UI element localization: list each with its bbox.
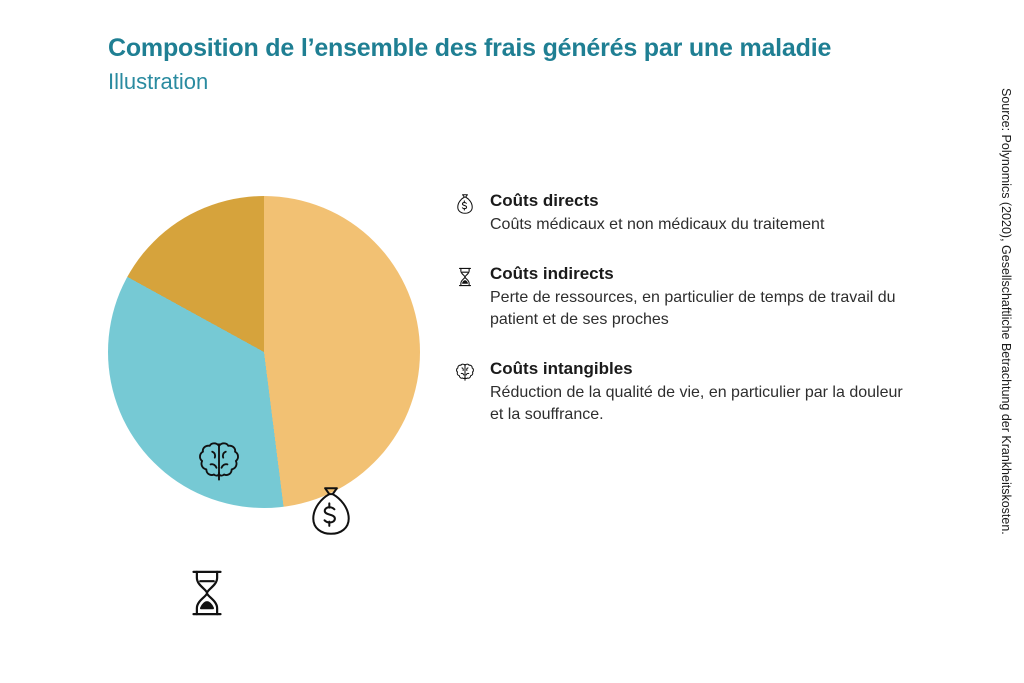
brain-icon (192, 434, 246, 488)
legend-description: Perte de ressources, en particulier de temps de travail du patient et de ses proches (490, 288, 896, 329)
money-bag-icon (450, 191, 480, 217)
page-subtitle: Illustration (108, 68, 209, 94)
legend-description: Coûts médicaux et non médicaux du traitement (490, 216, 825, 234)
money-bag-icon (304, 484, 358, 538)
legend-description: Réduction de la qualité de vie, en particulier par la douleur et la souffrance. (490, 383, 903, 424)
source-text: Source: Polynomics (2020), Gesellschaftliche Betrachtung der Krankheitskosten. (999, 88, 1013, 535)
page-title: Composition de l’ensemble des frais générés par une maladie (108, 34, 832, 62)
legend-item-indirect-costs (450, 263, 920, 332)
header (108, 34, 928, 95)
legend-title: Coûts indirects (490, 263, 614, 283)
legend-title: Coûts intangibles (490, 358, 633, 378)
pie-chart (108, 196, 420, 508)
legend-text (490, 190, 920, 237)
legend-text (490, 263, 920, 332)
hourglass-icon (180, 566, 234, 620)
legend-item-direct-costs (450, 190, 920, 237)
legend-text (490, 358, 920, 427)
brain-icon (450, 359, 480, 385)
hourglass-icon (450, 264, 480, 290)
legend-item-intangible-costs (450, 358, 920, 427)
legend (450, 190, 920, 427)
pie-slices (108, 196, 420, 508)
source-note (996, 88, 1018, 648)
legend-title: Coûts directs (490, 191, 599, 210)
